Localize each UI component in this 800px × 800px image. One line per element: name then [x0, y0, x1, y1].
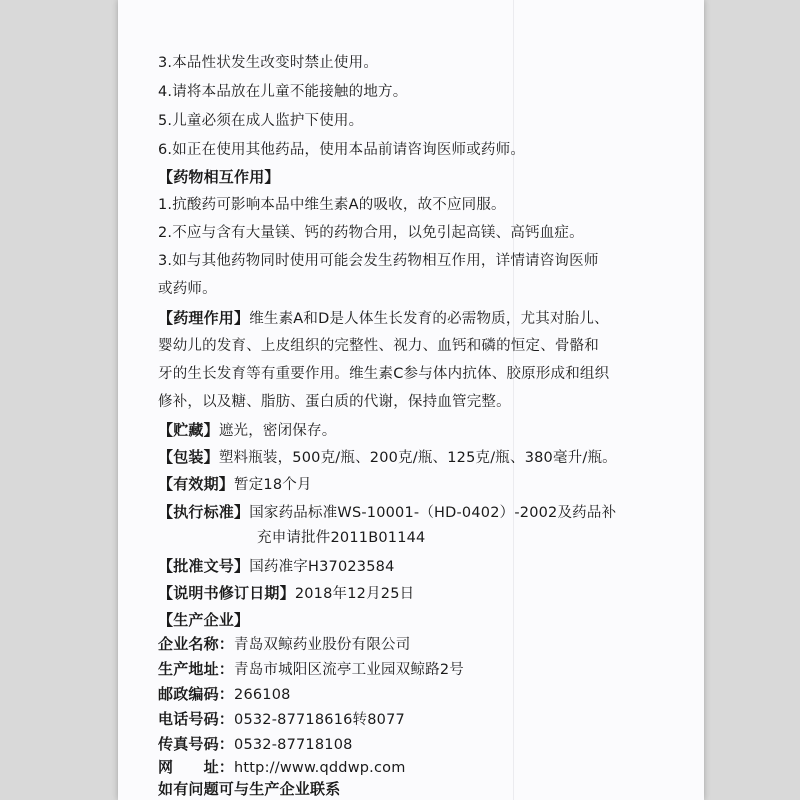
revision-value: 2018年12月25日 — [294, 586, 415, 602]
standard-value-continued: 充申请批件2011B01144 — [257, 530, 426, 546]
interaction-item: 3.如与其他药物同时使用可能会发生药物相互作用，详情请咨询医师 — [158, 253, 599, 269]
interaction-item: 1.抗酸药可影响本品中维生素A的吸收，故不应同服。 — [158, 197, 506, 213]
interaction-item: 或药师。 — [158, 281, 217, 297]
manufacturer-field-row — [158, 709, 405, 730]
approval-row — [158, 556, 395, 577]
precaution-item-3: 3.本品性状发生改变时禁止使用。 — [158, 55, 379, 71]
interaction-item: 2.不应与含有大量镁、钙的药物合用，以免引起高镁、高钙血症。 — [158, 225, 584, 241]
pharmacology-heading: 【药理作用】 — [158, 309, 250, 327]
manufacturer-field-row — [158, 734, 353, 755]
field-label: 企业名称： — [158, 635, 235, 653]
manufacturer-field-row — [158, 684, 291, 705]
package-row — [158, 447, 617, 468]
pharmacology-line: 修补，以及糖、脂肪、蛋白质的代谢，保持血管完整。 — [158, 394, 511, 410]
website: http://www.qddwp.com — [234, 760, 406, 776]
manufacturer-field-row — [158, 757, 406, 778]
storage-row — [158, 420, 336, 441]
standard-heading: 【执行标准】 — [158, 503, 250, 521]
manufacturer-field-row — [158, 659, 464, 680]
field-label: 邮政编码： — [158, 685, 235, 703]
storage-heading: 【贮藏】 — [158, 421, 219, 439]
validity-value: 暂定18个月 — [234, 477, 312, 493]
manufacturer-field-row — [158, 634, 410, 655]
revision-heading: 【说明书修订日期】 — [158, 584, 295, 602]
validity-heading: 【有效期】 — [158, 475, 235, 493]
standard-value: 国家药品标准WS-10001-（HD-0402）-2002及药品补 — [249, 505, 617, 521]
postcode: 266108 — [234, 687, 291, 703]
pharmacology-line — [158, 308, 609, 329]
company-name: 青岛双鲸药业股份有限公司 — [234, 637, 411, 653]
fax: 0532-87718108 — [234, 737, 353, 753]
address: 青岛市城阳区流亭工业园双鲸路2号 — [234, 662, 464, 678]
approval-value: 国药准字H37023584 — [249, 559, 395, 575]
revision-row — [158, 583, 414, 604]
interactions-heading: 【药物相互作用】 — [158, 168, 280, 186]
package-heading: 【包装】 — [158, 448, 219, 466]
approval-heading: 【批准文号】 — [158, 557, 250, 575]
field-label: 生产地址： — [158, 660, 235, 678]
field-label: 电话号码： — [158, 710, 235, 728]
leaflet-page — [118, 0, 704, 800]
package-value: 塑料瓶装，500克/瓶、200克/瓶、125克/瓶、380毫升/瓶。 — [218, 450, 617, 466]
precaution-item-6: 6.如正在使用其他药品，使用本品前请咨询医师或药师。 — [158, 142, 526, 158]
pharmacology-line: 婴幼儿的发育、上皮组织的完整性、视力、血钙和磷的恒定、骨骼和 — [158, 338, 599, 354]
manufacturer-heading: 【生产企业】 — [158, 611, 250, 629]
field-label: 网 址： — [158, 758, 235, 776]
field-label: 传真号码： — [158, 735, 235, 753]
precaution-item-5: 5.儿童必须在成人监护下使用。 — [158, 113, 364, 129]
storage-value: 遮光，密闭保存。 — [218, 423, 337, 439]
validity-row — [158, 474, 312, 495]
contact-note: 如有问题可与生产企业联系 — [158, 780, 341, 798]
standard-row — [158, 502, 616, 523]
phone: 0532-87718616转8077 — [234, 712, 405, 728]
precaution-item-4: 4.请将本品放在儿童不能接触的地方。 — [158, 84, 408, 100]
pharmacology-line: 牙的生长发育等有重要作用。维生素C参与体内抗体、胶原形成和组织 — [158, 366, 610, 382]
pharmacology-text: 维生素A和D是人体生长发育的必需物质，尤其对胎儿、 — [249, 311, 609, 327]
